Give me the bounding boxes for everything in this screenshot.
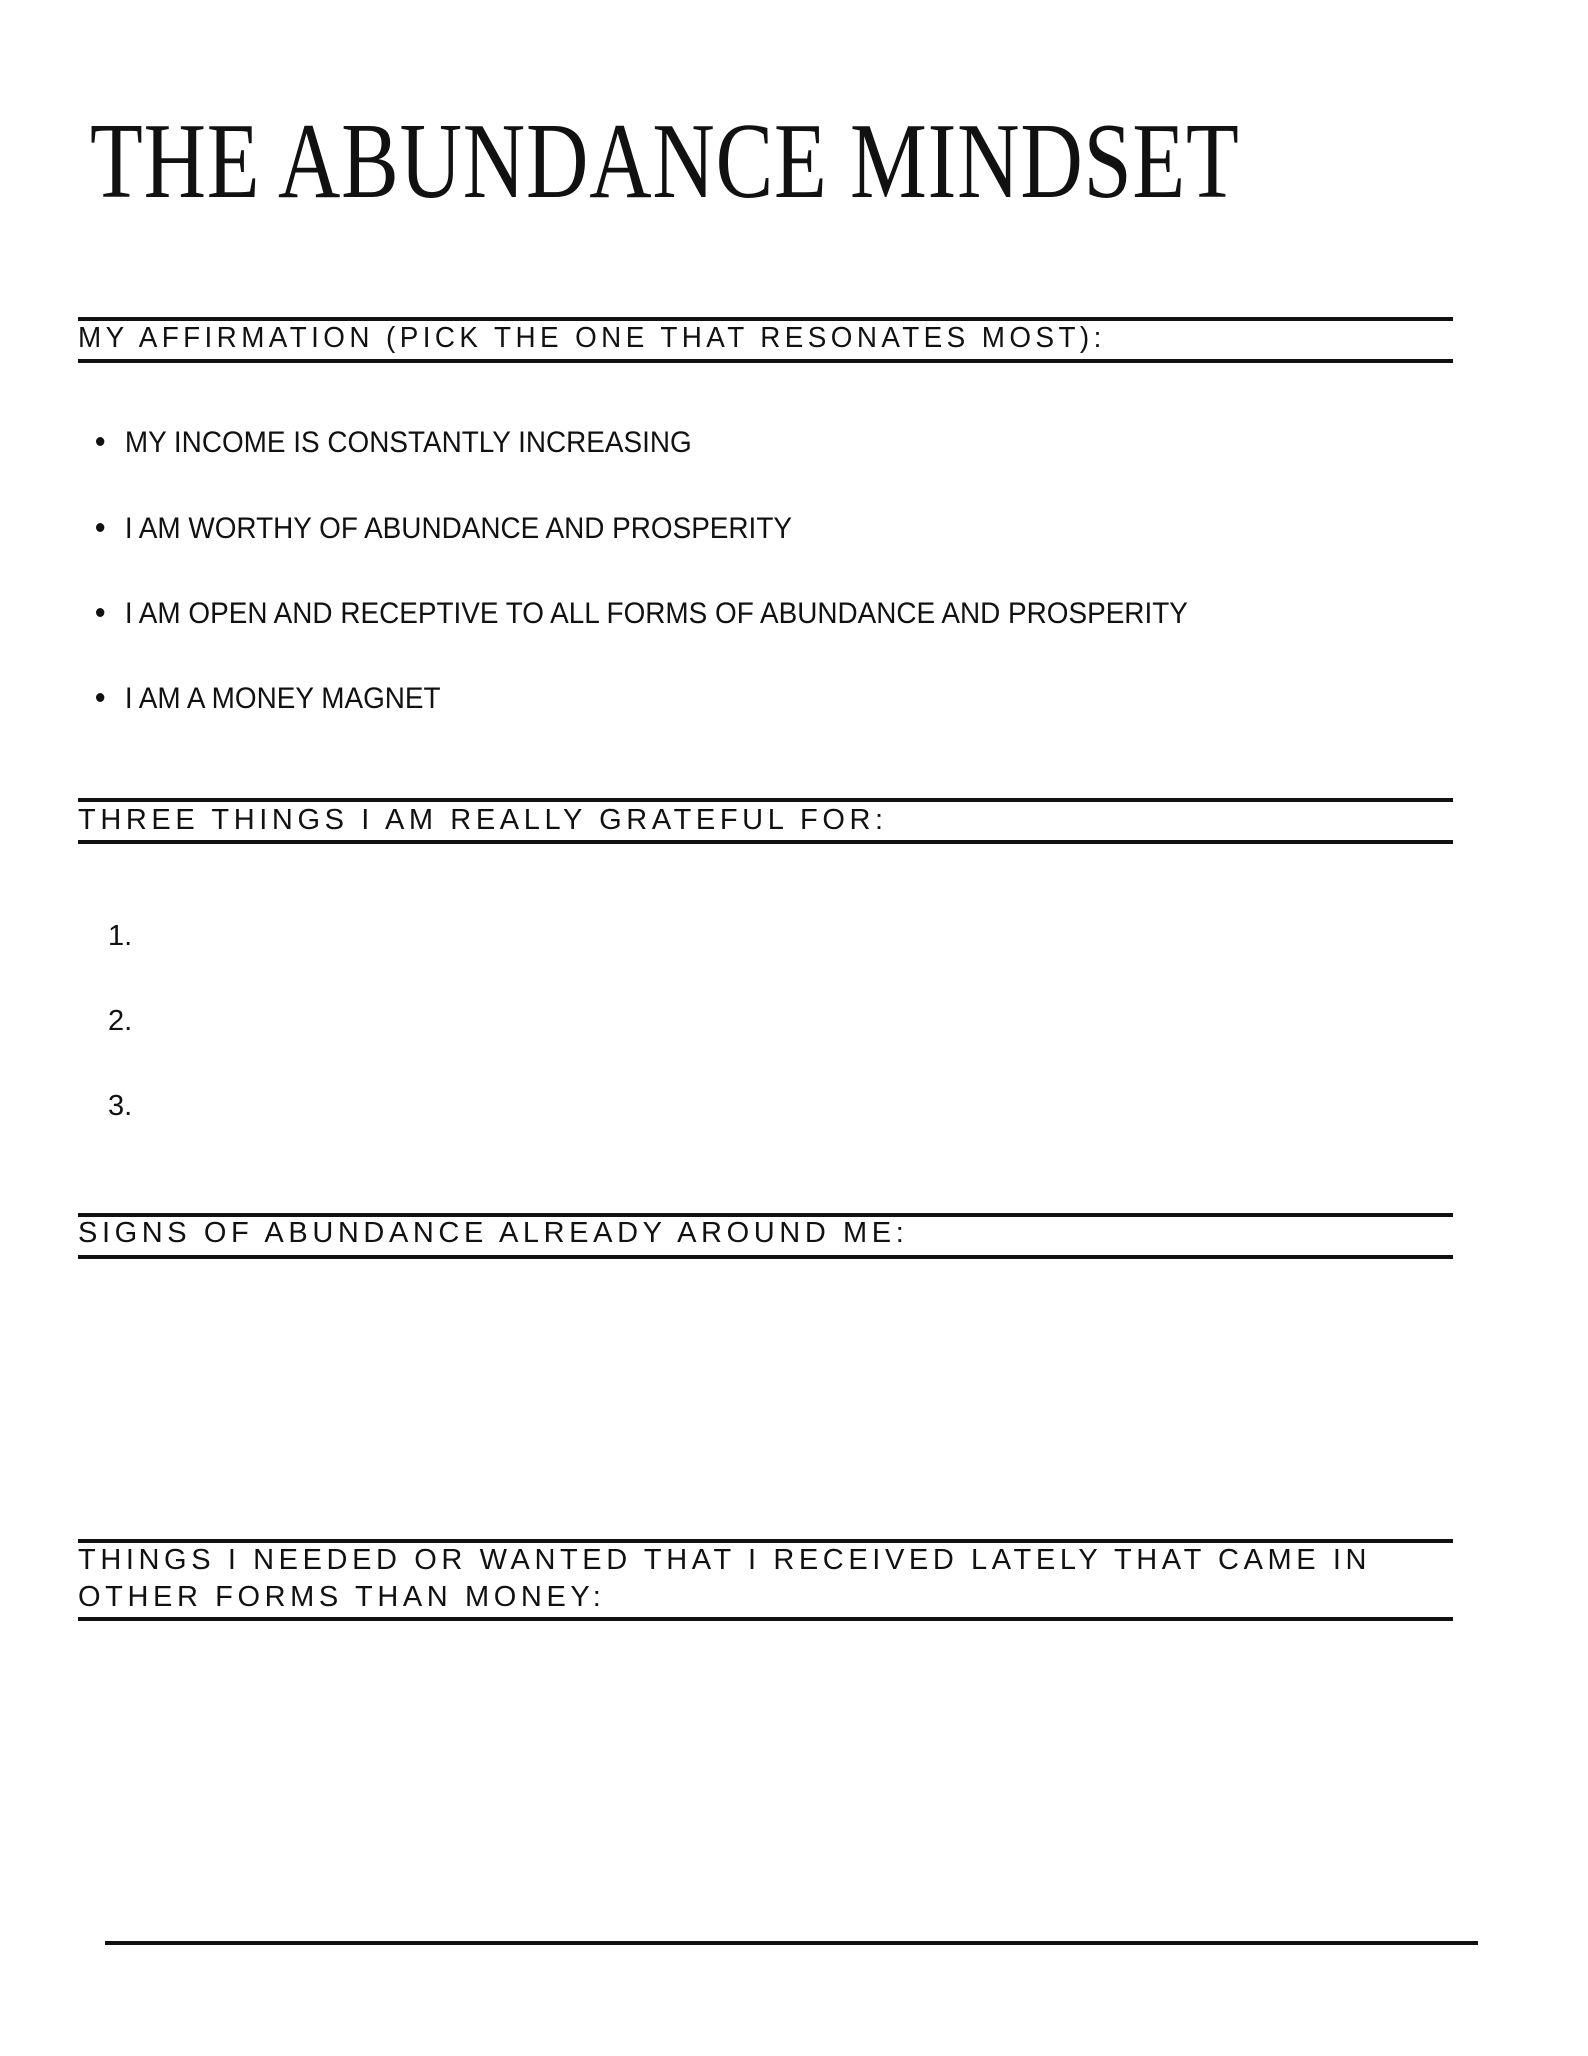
affirmation-item[interactable] [96, 514, 792, 544]
affirmation-item[interactable] [96, 684, 441, 714]
received-heading-line1: THINGS I NEEDED OR WANTED THAT I RECEIVED LATELY THAT CAME IN [78, 1544, 1372, 1576]
affirmation-heading: MY AFFIRMATION (PICK THE ONE THAT RESONATES MOST): [78, 322, 1106, 354]
signs-heading: SIGNS OF ABUNDANCE ALREADY AROUND ME: [78, 1217, 909, 1249]
section-divider [78, 840, 1453, 844]
bottom-rule [105, 1941, 1478, 1945]
bullet-icon [96, 437, 104, 446]
received-heading-line2: OTHER FORMS THAN MONEY: [78, 1581, 606, 1613]
section-divider [78, 1617, 1453, 1621]
grateful-number-1: 1. [108, 920, 133, 952]
grateful-heading: THREE THINGS I AM REALLY GRATEFUL FOR: [78, 804, 888, 836]
page-title: THE ABUNDANCE MINDSET [90, 102, 1240, 221]
bullet-icon [96, 608, 104, 617]
affirmation-text: MY INCOME IS CONSTANTLY INCREASING [124, 426, 692, 459]
bullet-icon [96, 693, 104, 702]
bullet-icon [96, 523, 104, 532]
affirmation-text: I AM WORTHY OF ABUNDANCE AND PROSPERITY [124, 512, 792, 545]
affirmation-item[interactable] [96, 428, 692, 458]
affirmation-text: I AM OPEN AND RECEPTIVE TO ALL FORMS OF ABUNDANCE AND PROSPERITY [124, 597, 1188, 630]
grateful-number-2: 2. [108, 1005, 133, 1037]
section-divider [78, 1255, 1453, 1259]
grateful-number-3: 3. [108, 1090, 133, 1122]
section-divider [78, 359, 1453, 363]
affirmation-item[interactable] [96, 599, 1188, 629]
affirmation-text: I AM A MONEY MAGNET [124, 682, 441, 715]
